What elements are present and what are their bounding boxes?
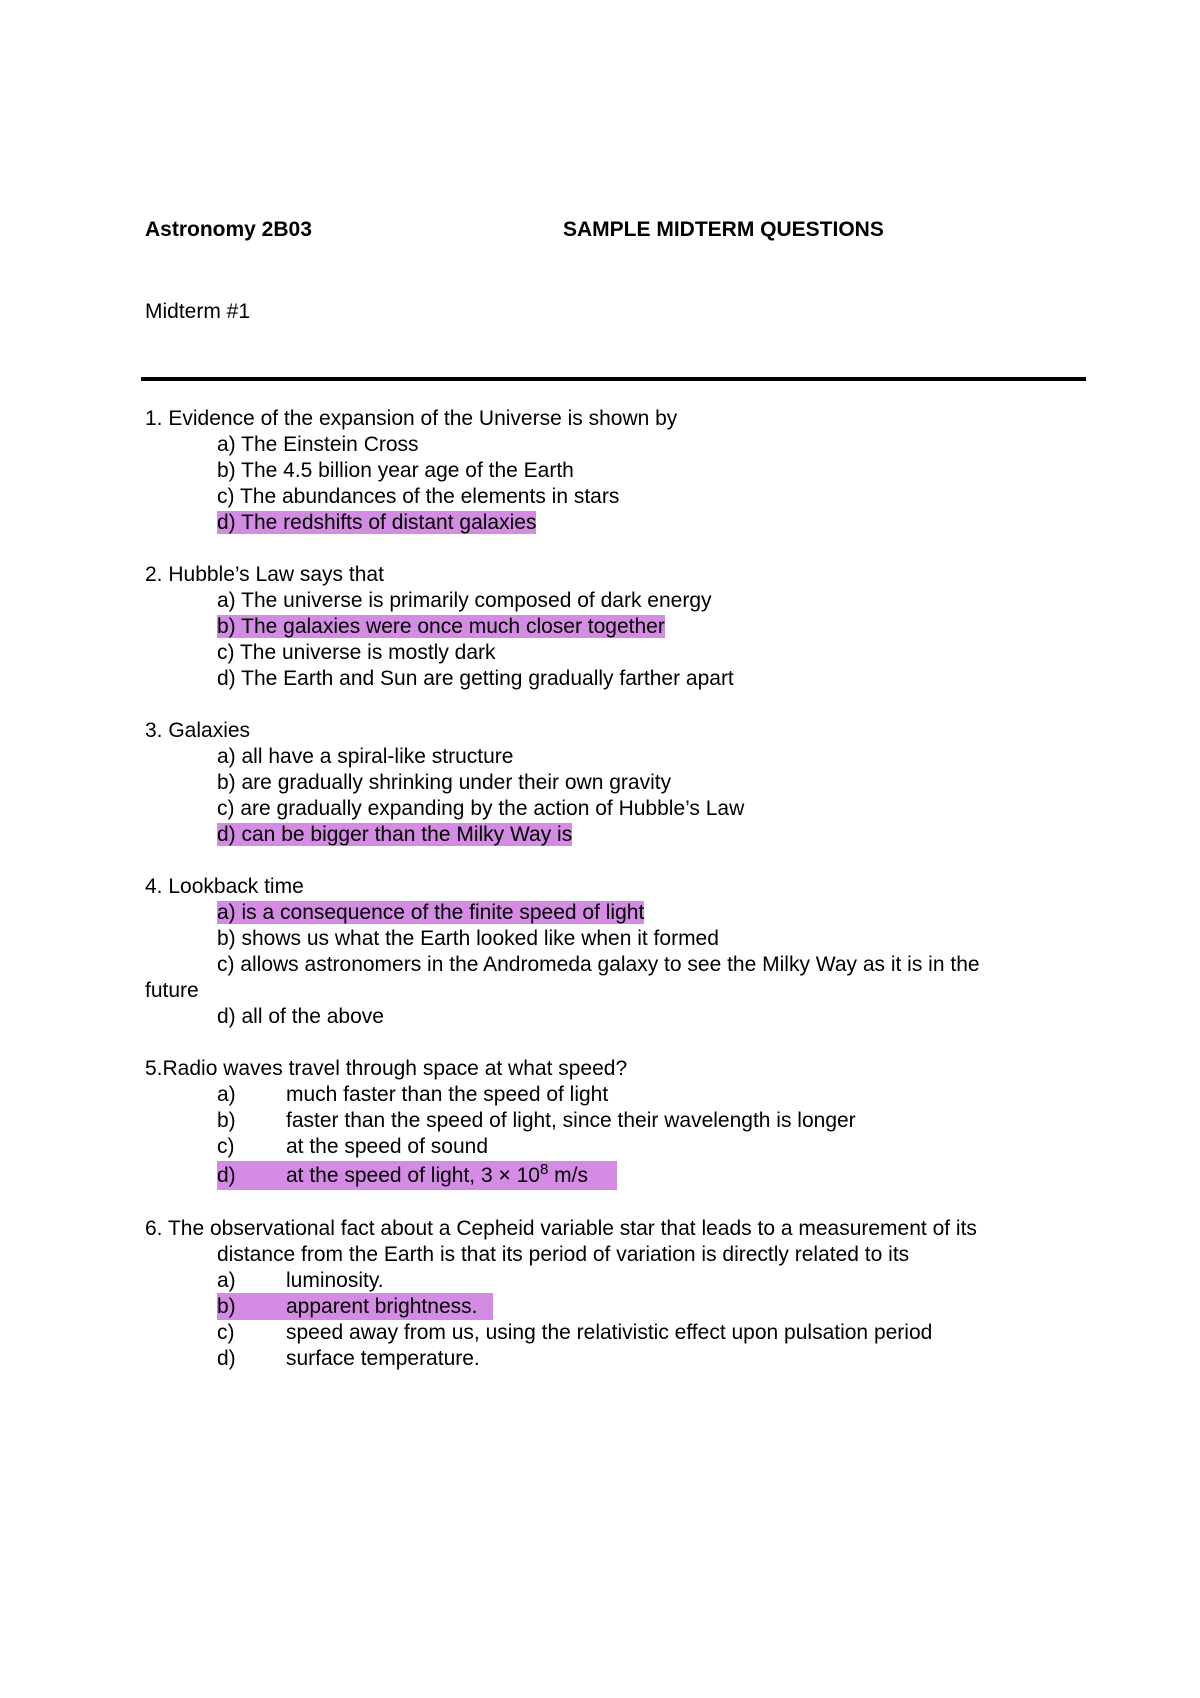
question-stem: 1. Evidence of the expansion of the Universe is shown by	[145, 407, 678, 430]
option-b-highlighted	[217, 615, 665, 639]
option-c-label: c)	[217, 1321, 235, 1344]
option-a: a) all have a spiral-like structure	[217, 745, 514, 768]
answer-highlight: d) can be bigger than the Milky Way is	[217, 823, 573, 846]
option-c: c) are gradually expanding by the action of Hubble’s Law	[217, 797, 745, 820]
option-b: b) shows us what the Earth looked like when it formed	[217, 927, 719, 950]
option-c-text: speed away from us, using the relativistic effect upon pulsation period	[286, 1321, 933, 1344]
option-a-label: a)	[217, 1269, 236, 1292]
question-stem: 2. Hubble’s Law says that	[145, 563, 384, 586]
option-d-text: surface temperature.	[286, 1347, 480, 1370]
exponent: 8	[539, 1161, 549, 1178]
option-d-highlighted	[217, 511, 536, 535]
midterm-label: Midterm #1	[145, 300, 251, 323]
option-a-label: a)	[217, 1083, 236, 1106]
option-c-text: at the speed of sound	[286, 1135, 488, 1158]
option-a: a) The universe is primarily composed of dark energy	[217, 589, 712, 612]
option-b-text: faster than the speed of light, since their wavelength is longer	[286, 1109, 856, 1132]
option-c-label: c)	[217, 1135, 235, 1158]
option-d-highlighted	[217, 823, 572, 847]
option-a-text: much faster than the speed of light	[286, 1083, 609, 1106]
option-c: c) allows astronomers in the Andromeda galaxy to see the Milky Way as it is in the	[217, 953, 980, 976]
question-stem: 6. The observational fact about a Cepheid variable star that leads to a measurement of its	[145, 1217, 977, 1240]
option-c: c) The universe is mostly dark	[217, 641, 496, 664]
option-d-label: d)	[217, 1164, 236, 1187]
option-b: b) are gradually shrinking under their own gravity	[217, 771, 672, 794]
answer-highlight: a) is a consequence of the finite speed of light	[217, 901, 645, 924]
option-d-text	[286, 1161, 588, 1188]
course-code: Astronomy 2B03	[145, 218, 312, 241]
option-b-label: b)	[217, 1109, 236, 1132]
option-d: d) all of the above	[217, 1005, 384, 1028]
speed-value: at the speed of light, 3 × 10	[286, 1164, 540, 1187]
question-stem: 5.Radio waves travel through space at what speed?	[145, 1057, 628, 1080]
question-stem: 3. Galaxies	[145, 719, 251, 742]
option-a: a) The Einstein Cross	[217, 433, 419, 456]
question-stem: 4. Lookback time	[145, 875, 304, 898]
answer-highlight: d) The redshifts of distant galaxies	[217, 511, 537, 534]
option-d: d) The Earth and Sun are getting gradually farther apart	[217, 667, 734, 690]
option-a-text: luminosity.	[286, 1269, 384, 1292]
option-c-continued: future	[145, 979, 199, 1002]
option-c: c) The abundances of the elements in stars	[217, 485, 620, 508]
document-title: SAMPLE MIDTERM QUESTIONS	[563, 218, 884, 241]
question-stem-continued: distance from the Earth is that its period of variation is directly related to its	[217, 1243, 910, 1266]
option-d-label: d)	[217, 1347, 236, 1370]
option-b-text: apparent brightness.	[286, 1295, 478, 1318]
answer-highlight: b) The galaxies were once much closer together	[217, 615, 665, 638]
option-b-label: b)	[217, 1295, 236, 1318]
header-divider	[141, 377, 1086, 381]
speed-unit: m/s	[548, 1164, 588, 1187]
option-b: b) The 4.5 billion year age of the Earth	[217, 459, 574, 482]
option-a-highlighted	[217, 901, 644, 925]
